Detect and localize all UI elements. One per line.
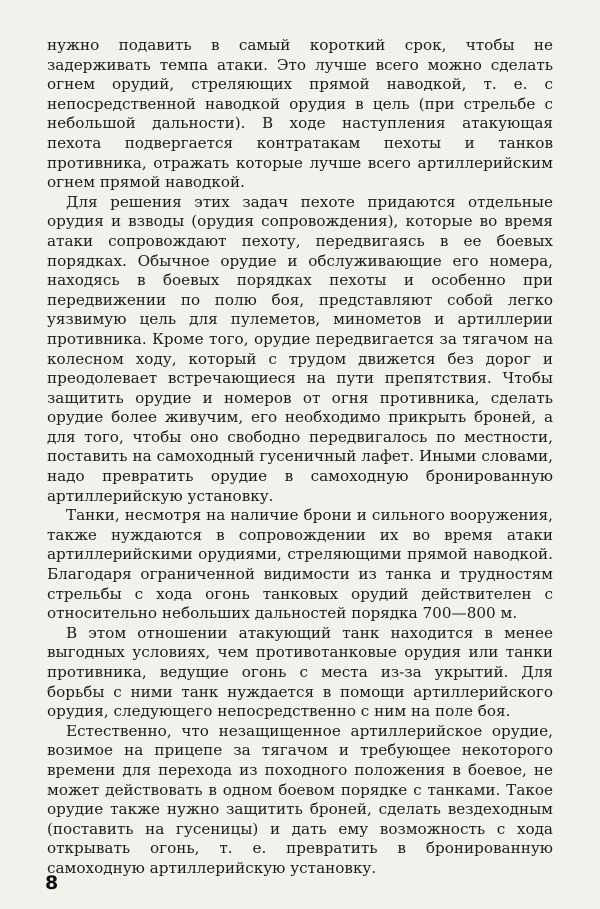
- paragraph-3: Танки, несмотря на наличие брони и сильного вооружения, также нуждаются в сопровождении их во время атаки артиллерийскими орудиями, стреляющими прямой наводкой. Благодаря ограниченной видимости из танка и трудностям стрельбы с хода огонь танковых орудий действителен с относительно небольших дальностей порядка 700—800 м.: [47, 506, 553, 623]
- paragraph-1: нужно подавить в самый короткий срок, чтобы не задерживать темпа атаки. Это лучше всего можно сделать огнем орудий, стреляющих прямой наводкой, т. е. с непосредственной наводкой орудия в цель (при стрельбе с небольшой дальности). В ходе наступления атакующая пехота подвергается контратакам пехоты и танков противника, отражать которые лучше всего артиллерийским огнем прямой наводкой.: [47, 36, 553, 192]
- paragraph-2: Для решения этих задач пехоте придаются отдельные орудия и взводы (орудия сопровождения), которые во время атаки сопровождают пехоту, передвигаясь в ее боевых порядках. Обычное орудие и обслуживающие его номера, находясь в боевых порядках пехоты и особенно при передвижении по полю боя, представляют собой легко уязвимую цель для пулеметов, минометов и артиллерии противника. Кроме того, орудие передвигается за тягачом на колесном ходу, который с трудом движется без дорог и преодолевает встречающиеся на пути препятствия. Чтобы защитить орудие и номеров от огня противника, сделать орудие более живучим, его необходимо прикрыть броней, а для того, чтобы оно свободно передвигалось по местности, поставить на самоходный гусеничный лафет. Иными словами, надо превратить орудие в самоходную бронированную артиллерийскую установку.: [47, 192, 553, 505]
- paragraph-4: В этом отношении атакующий танк находится в менее выгодных условиях, чем противотанковые орудия или танки противника, ведущие огонь с места из-за укрытий. Для борьбы с ними танк нуждается в помощи артиллерийского орудия, следующего непосредственно с ним на поле боя.: [47, 623, 553, 721]
- body-text: [47, 36, 553, 879]
- page-number: 8: [45, 872, 59, 894]
- paragraph-5: Естественно, что незащищенное артиллерийское орудие, возимое на прицепе за тягачом и требующее некоторого времени для перехода из походного положения в боевое, не может действовать в одном боевом порядке с танками. Такое орудие также нужно защитить броней, сделать вездеходным (поставить на гусеницы) и дать ему возможность с хода открывать огонь, т. е. превратить в бронированную самоходную артиллерийскую установку.: [47, 721, 553, 877]
